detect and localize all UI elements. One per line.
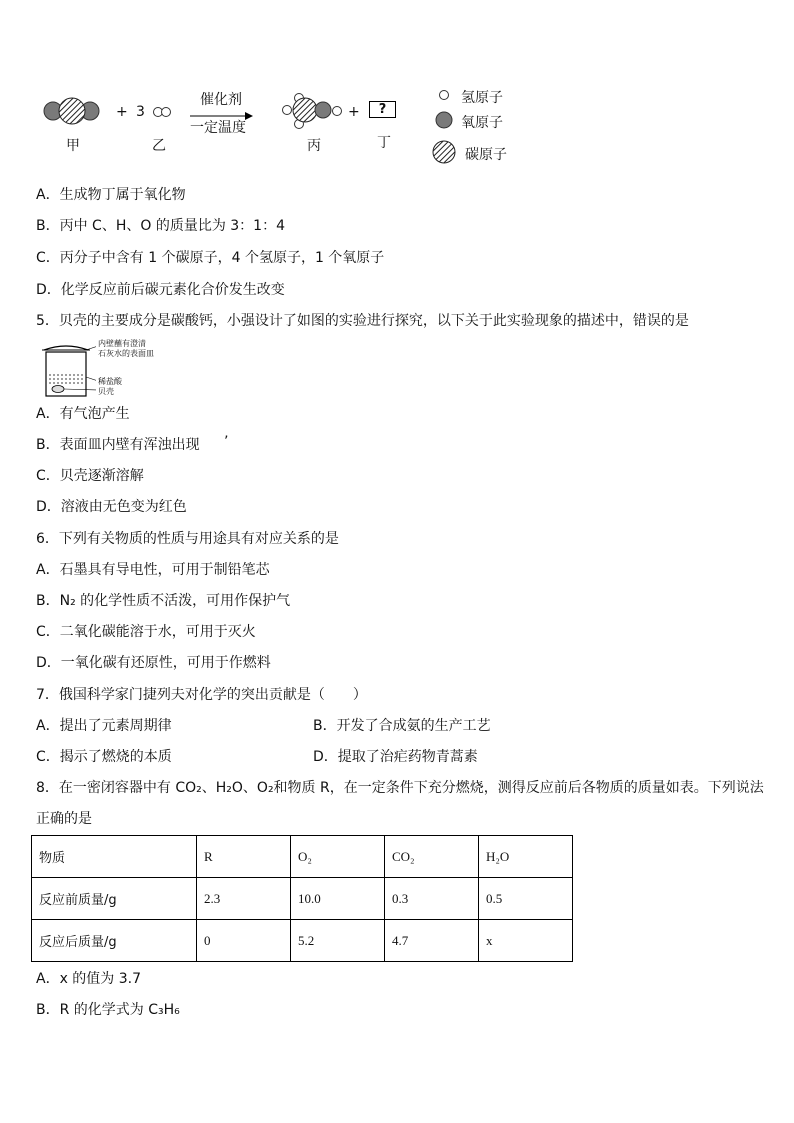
legend-hydrogen: 氢原子 bbox=[461, 90, 503, 106]
option-c: C．揭示了燃烧的本质 bbox=[36, 749, 172, 765]
question-6-stem: 6．下列有关物质的性质与用途具有对应关系的是 bbox=[36, 531, 339, 547]
table-cell: 10.0 bbox=[291, 878, 385, 920]
table-row bbox=[32, 878, 573, 920]
arrow-bottom-label: 一定温度 bbox=[190, 120, 246, 136]
option-c: C．贝壳逐渐溶解 bbox=[36, 468, 144, 484]
question-8-stem-line2: 正确的是 bbox=[36, 811, 92, 827]
table-header-cell: CO₂ bbox=[385, 836, 479, 878]
table-header-cell: 物质 bbox=[32, 836, 197, 878]
table-cell: 0.3 bbox=[385, 878, 479, 920]
label-jia: 甲 bbox=[66, 138, 80, 154]
table-header-row bbox=[32, 836, 573, 878]
legend-carbon: 碳原子 bbox=[465, 147, 507, 163]
coefficient-yi: 3 bbox=[136, 104, 145, 120]
label-ding: 丁 bbox=[377, 135, 391, 151]
experiment-figure bbox=[36, 340, 96, 400]
option-a: A．有气泡产生 bbox=[36, 406, 130, 422]
option-a: A．x 的值为 3.7 bbox=[36, 971, 142, 987]
option-a: A．提出了元素周期律 bbox=[36, 718, 172, 734]
table-header-cell: R bbox=[197, 836, 291, 878]
molecule-jia bbox=[44, 98, 99, 124]
table-header-cell: H₂O bbox=[479, 836, 573, 878]
figure-label-2: 石灰水的表面皿 bbox=[98, 349, 154, 358]
plus-sign: + bbox=[348, 104, 360, 120]
option-b: B．开发了合成氨的生产工艺 bbox=[313, 718, 491, 734]
option-a: A．石墨具有导电性，可用于制铅笔芯 bbox=[36, 562, 270, 578]
label-yi: 乙 bbox=[152, 138, 166, 154]
table-cell: 0 bbox=[197, 920, 291, 962]
table-cell: 反应前质量/g bbox=[32, 878, 197, 920]
label-bing: 丙 bbox=[307, 138, 321, 154]
table-cell: 5.2 bbox=[291, 920, 385, 962]
table-header-cell: O₂ bbox=[291, 836, 385, 878]
option-c: C．丙分子中含有 1 个碳原子，4 个氢原子，1 个氧原子 bbox=[36, 250, 385, 266]
molecule-bing bbox=[283, 94, 342, 129]
option-d: D．化学反应前后碳元素化合价发生改变 bbox=[36, 282, 285, 298]
question-8-stem-line1: 8．在一密闭容器中有 CO₂、H₂O、O₂和物质 R，在一定条件下充分燃烧，测得反应前后各物质的质量如表。下列说法 bbox=[36, 780, 764, 796]
plus-sign: + bbox=[116, 104, 128, 120]
option-d: D．提取了治疟药物青蒿素 bbox=[313, 749, 478, 765]
option-b: B．表面皿内壁有浑浊出现 bbox=[36, 437, 200, 453]
question-7-stem: 7．俄国科学家门捷列夫对化学的突出贡献是（ ） bbox=[36, 687, 367, 703]
option-b: B．R 的化学式为 C₃H₆ bbox=[36, 1002, 180, 1018]
figure-label-4: 贝壳 bbox=[98, 387, 114, 396]
option-c: C．二氧化碳能溶于水，可用于灭火 bbox=[36, 624, 256, 640]
table-cell: 4.7 bbox=[385, 920, 479, 962]
figure-label-1: 内壁蘸有澄清 bbox=[98, 339, 146, 348]
molecule-yi bbox=[154, 108, 171, 117]
option-b: B．丙中 C、H、O 的质量比为 3：1：4 bbox=[36, 218, 285, 234]
option-b: B．N₂ 的化学性质不活泼，可用作保护气 bbox=[36, 593, 291, 609]
option-d: D．一氧化碳有还原性，可用于作燃料 bbox=[36, 655, 271, 671]
option-d: D．溶液由无色变为红色 bbox=[36, 499, 187, 515]
figure-label-3: 稀盐酸 bbox=[98, 377, 122, 386]
hydrogen-atom-icon bbox=[440, 91, 449, 100]
stray-mark: ’ bbox=[224, 434, 229, 450]
legend-oxygen: 氧原子 bbox=[461, 115, 503, 131]
arrow-top-label: 催化剂 bbox=[200, 92, 242, 108]
mass-table bbox=[31, 835, 573, 962]
carbon-atom-icon bbox=[433, 141, 455, 163]
unknown-product-box: ? bbox=[369, 101, 396, 118]
oxygen-atom-icon bbox=[436, 112, 452, 128]
option-a: A．生成物丁属于氧化物 bbox=[36, 187, 186, 203]
table-cell: 反应后质量/g bbox=[32, 920, 197, 962]
table-cell: x bbox=[479, 920, 573, 962]
table-row bbox=[32, 920, 573, 962]
table-cell: 0.5 bbox=[479, 878, 573, 920]
question-5-stem: 5．贝壳的主要成分是碳酸钙，小强设计了如图的实验进行探究，以下关于此实验现象的描述中，错误的是 bbox=[36, 313, 689, 329]
table-cell: 2.3 bbox=[197, 878, 291, 920]
